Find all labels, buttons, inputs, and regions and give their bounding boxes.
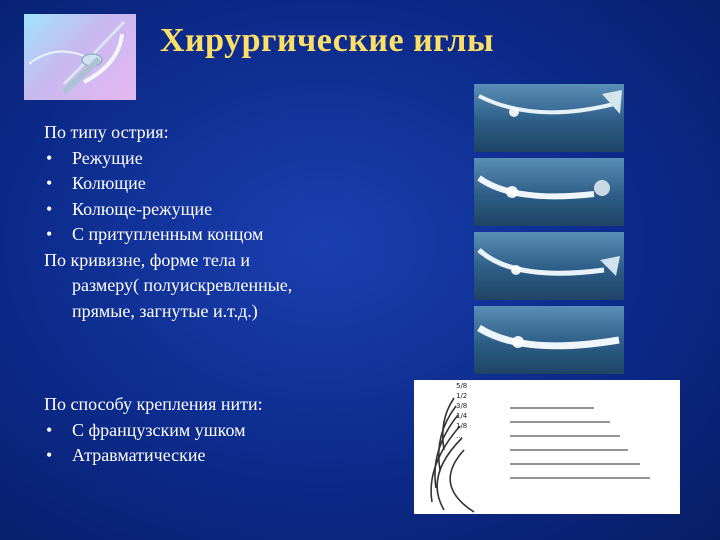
needle-photo-blunt — [474, 306, 624, 374]
needle-photo-piercing — [474, 158, 624, 226]
size-label: 1/2 — [456, 392, 468, 400]
attachment-section — [44, 392, 263, 469]
size-label: 3/8 — [456, 402, 468, 410]
needle-size-chart — [414, 380, 680, 514]
list-item: • Режущие — [44, 146, 292, 172]
needle-photo-piercing-cutting — [474, 232, 624, 300]
list-item: • Колющие — [44, 171, 292, 197]
list-item: • С притупленным концом — [44, 222, 292, 248]
size-label: 1/4 — [456, 412, 468, 420]
needle-logo-image — [24, 14, 136, 100]
size-label: 5/8 — [456, 382, 468, 390]
curvature-line-3: прямые, загнутые и.т.д.) — [72, 300, 258, 321]
curvature-line-1: По кривизне, форме тела и — [44, 249, 250, 270]
needle-photo-cutting — [474, 84, 624, 152]
list-item: • Атравматические — [44, 443, 263, 469]
page-title: Хирургические иглы — [160, 22, 495, 59]
curvature-line-2: размеру( полуискревленные, — [72, 275, 293, 295]
tip-type-section — [44, 120, 292, 324]
tip-type-heading: По типу острия: — [44, 122, 169, 142]
list-item: • С французским ушком — [44, 418, 263, 444]
size-label: ... — [456, 432, 463, 440]
list-item: • Колюще-режущие — [44, 197, 292, 223]
size-label: 1/8 — [456, 422, 468, 430]
curved-needle-icon — [24, 14, 136, 100]
attachment-heading: По способу крепления нити: — [44, 394, 263, 414]
